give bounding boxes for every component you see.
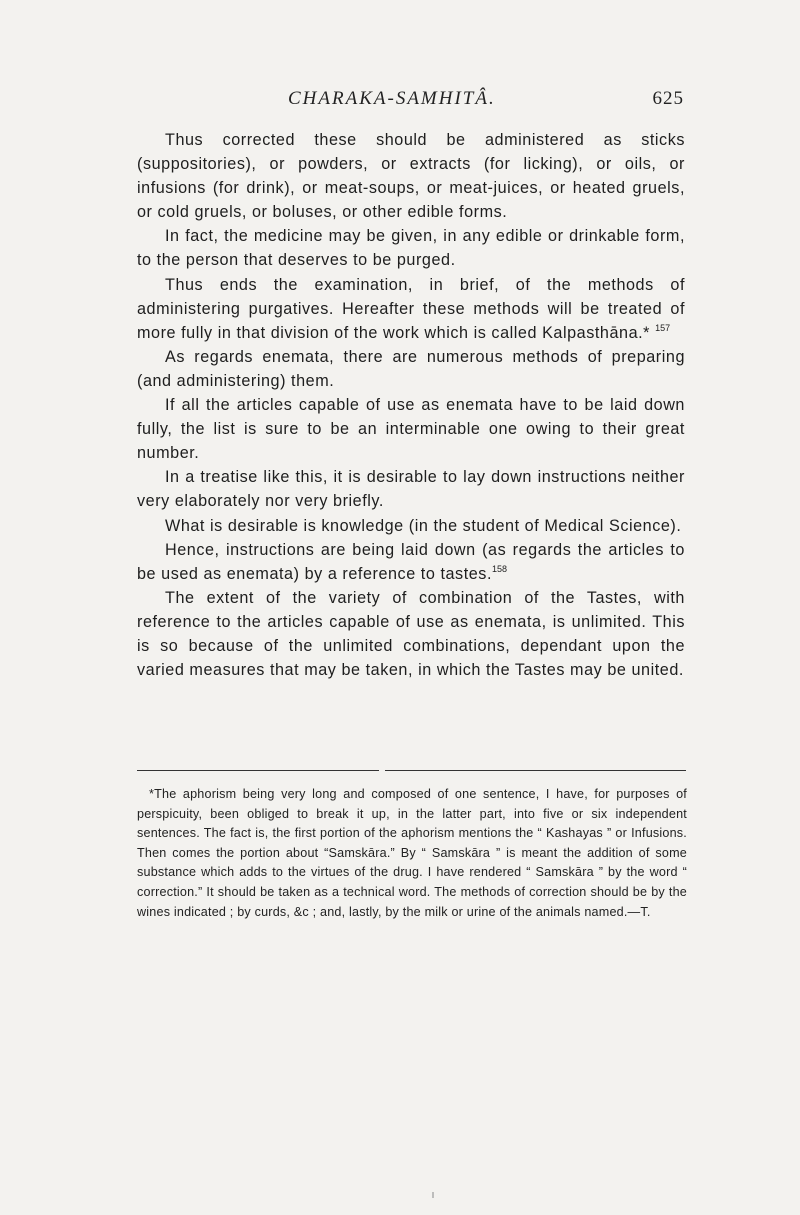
paragraph-4: As regards enemata, there are numerous methods of preparing (and administering) them. [137, 347, 685, 390]
footnote-text: *The aphorism being very long and composed of one sentence, I have, for purposes of perspicuity, been obliged to break it up, in the latter part, into five or six independent sentences. The fact is, the first portion of the aphorism mentions the “ Kashayas ” or Infusions. Then comes the portion about “Samskāra.” By “ Samskāra ” is meant the addition of some substance which adds to the virtues of the drug. I have rendered “ Samskāra ” by the word “ correction.” It should be taken as a technical word. The methods of correction should be by the wines indicated ; by curds, &c ; and, lastly, by the milk or urine of the animals named.—T. [137, 787, 687, 919]
paragraph-5: If all the articles capable of use as enemata have to be laid down fully, the list is sure to be an interminable one owing to their great number. [137, 396, 685, 463]
paragraph-2: In fact, the medicine may be given, in any edible or drinkable form, to the person that deserves to be purged. [137, 227, 685, 270]
paragraph-8 [137, 538, 685, 586]
paragraph-1: Thus corrected these should be administered as sticks (suppositories), or powders, or extracts (for licking), or oils, or infusions (for drink), or meat-soups, or meat-juices, or heated gruels, or cold gruels, or boluses, or other edible forms. [137, 131, 685, 222]
paragraph-3-text: Thus ends the examination, in brief, of the methods of administering purgatives. Hereafter these methods will be treated of more fully in that division of the work which is called Kalpasthāna.* [137, 275, 685, 342]
paragraph-9: The extent of the variety of combination of the Tastes, with reference to the articles capable of use as enemata, is unlimited. This is so because of the unlimited combinations, dependant upon the varied measures that may be taken, in which the Tastes may be united. [137, 588, 685, 680]
paragraph-3 [137, 273, 685, 345]
note-reference-158: 158 [492, 563, 508, 574]
footnote-divider [137, 770, 686, 771]
footnote [137, 785, 687, 922]
page-header [136, 88, 684, 118]
divider-gap [379, 767, 385, 773]
paragraph-7: What is desirable is knowledge (in the student of Medical Science). [165, 516, 682, 535]
page-number: 625 [652, 88, 684, 109]
paper-speck [432, 1192, 434, 1198]
note-reference-157: 157 [655, 322, 671, 333]
paragraph-8-text: Hence, instructions are being laid down (as regards the articles to be used as enemata) by a reference to tastes. [137, 540, 685, 583]
paragraph-6: In a treatise like this, it is desirable to lay down instructions neither very elaborately nor very briefly. [137, 468, 685, 511]
running-title: CHARAKA-SAMHITÂ. [288, 88, 496, 109]
main-text [137, 128, 685, 682]
